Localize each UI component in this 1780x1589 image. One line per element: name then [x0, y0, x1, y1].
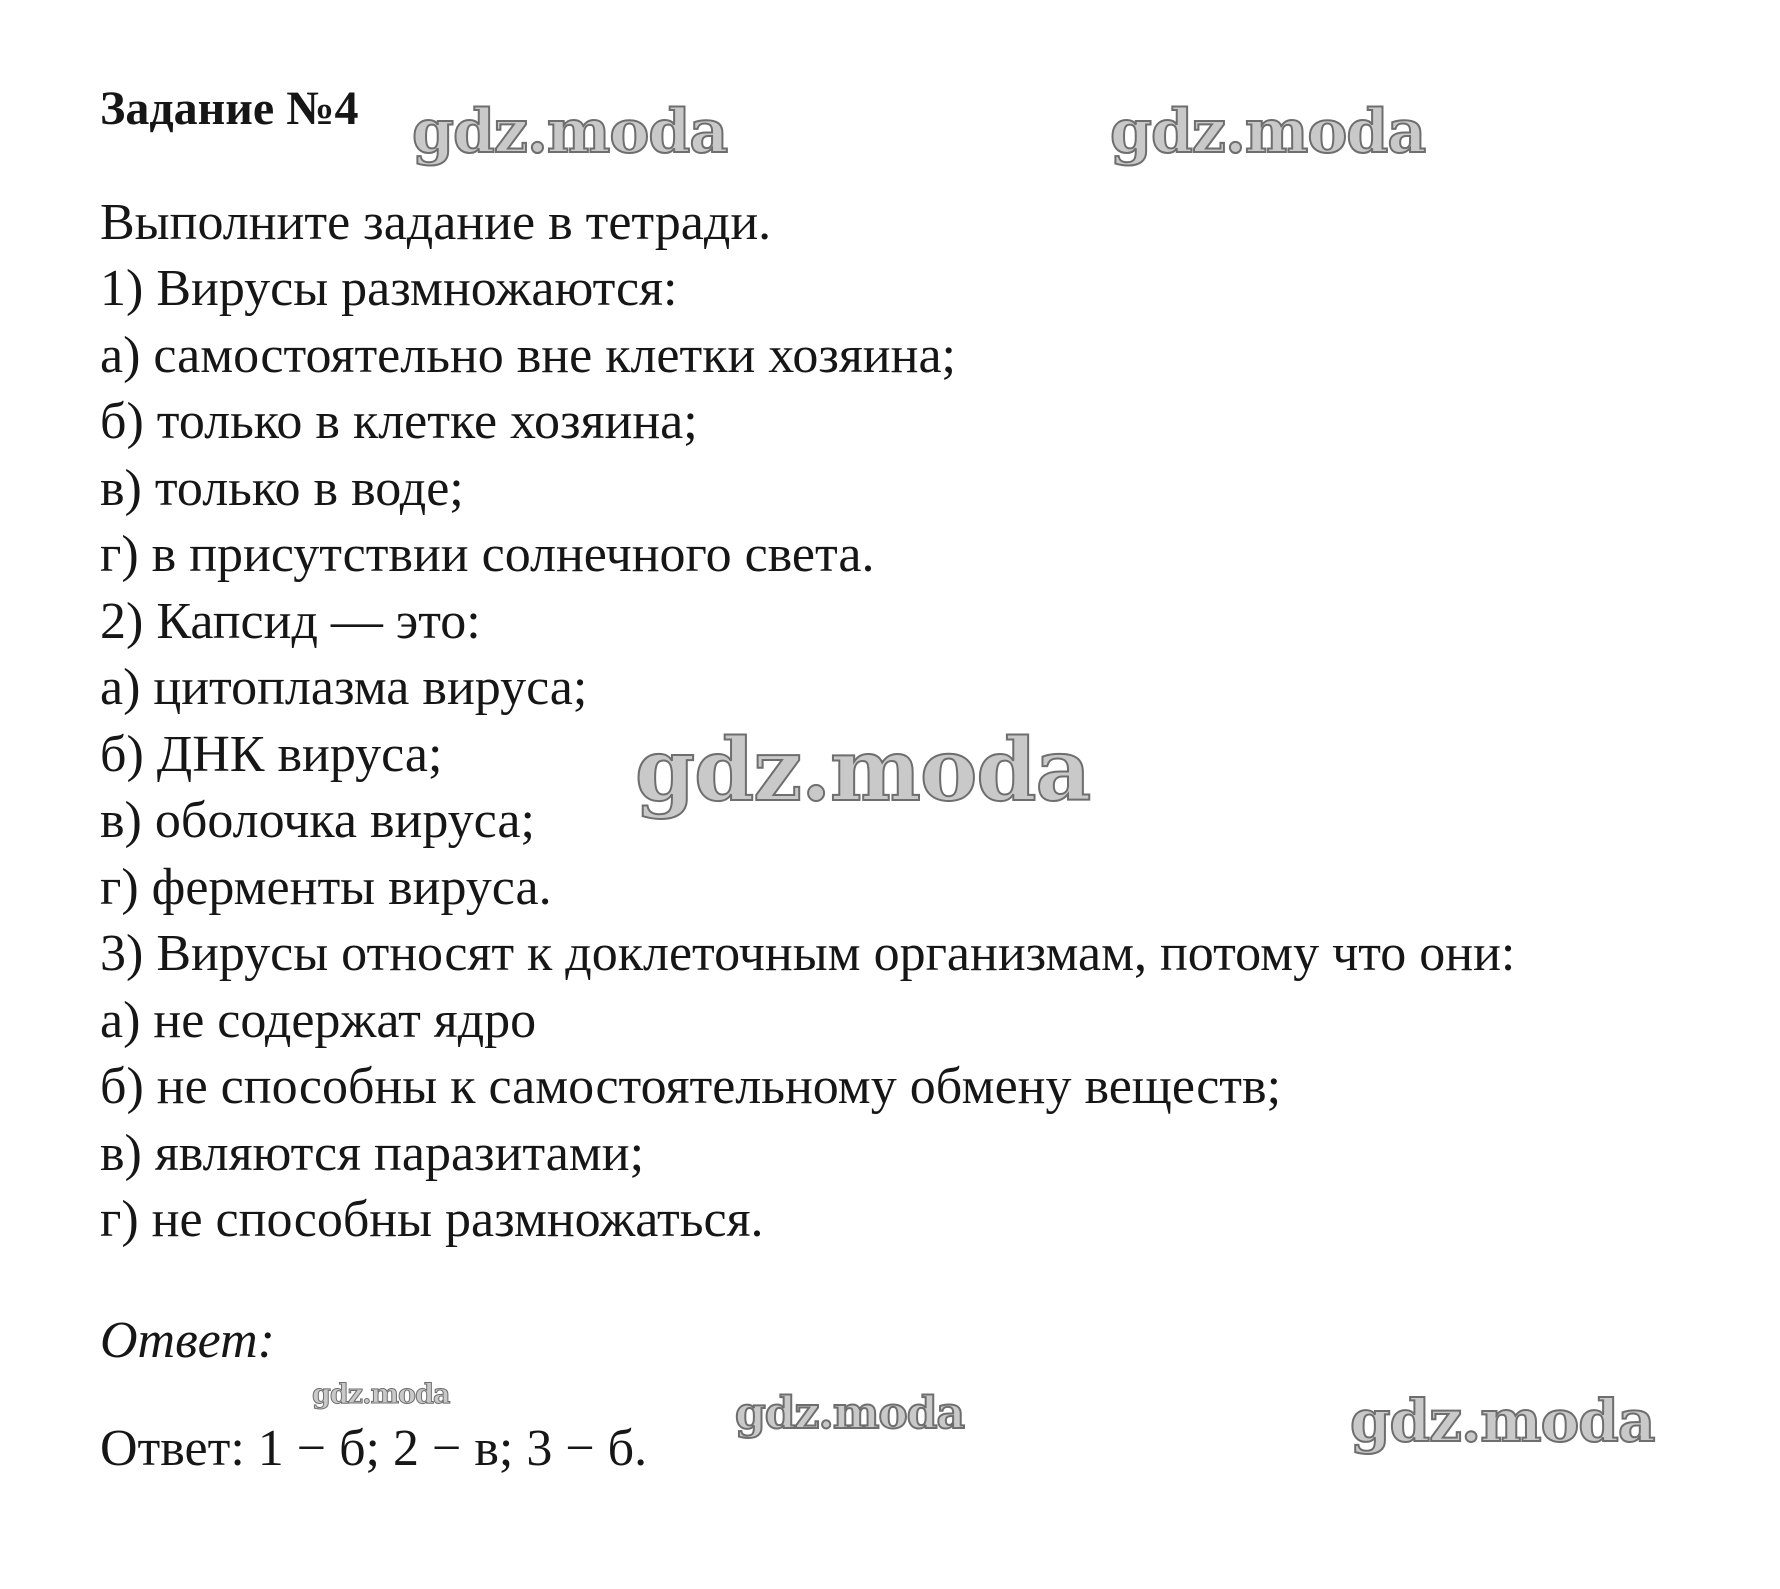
watermark: gdz.moda [635, 720, 1091, 821]
question-3-option-a: а) не содержат ядро [100, 992, 537, 1049]
question-2-option-c: в) оболочка вируса; [100, 792, 535, 849]
watermark: gdz.moda [735, 1388, 965, 1439]
question-1-option-d: г) в присутствии солнечного света. [100, 526, 875, 583]
answer-heading: Ответ: [100, 1312, 275, 1369]
question-3-option-c: в) являются паразитами; [100, 1125, 645, 1182]
watermark: gdz.moda [1350, 1387, 1655, 1455]
question-3-option-b: б) не способны к самостоятельному обмену веществ; [100, 1058, 1282, 1115]
question-2-option-d: г) ферменты вируса. [100, 859, 552, 916]
watermark: gdz.moda [412, 97, 728, 167]
question-1-option-a: а) самостоятельно вне клетки хозяина; [100, 327, 956, 384]
question-3-option-d: г) не способны размножаться. [100, 1191, 764, 1248]
question-3: 3) Вирусы относят к доклеточным организмам, потому что они: [100, 925, 1516, 982]
answer-text: Ответ: 1 − б; 2 − в; 3 − б. [100, 1420, 648, 1477]
question-1-option-b: б) только в клетке хозяина; [100, 393, 698, 450]
question-2: 2) Капсид — это: [100, 593, 481, 650]
watermark: gdz.moda [312, 1379, 450, 1410]
task-title: Задание №4 [100, 82, 359, 135]
instruction-line: Выполните задание в тетради. [100, 194, 772, 251]
question-1-option-c: в) только в воде; [100, 460, 464, 517]
question-2-option-a: а) цитоплазма вируса; [100, 659, 588, 716]
question-2-option-b: б) ДНК вируса; [100, 726, 443, 783]
question-1: 1) Вирусы размножаются: [100, 260, 678, 317]
watermark: gdz.moda [1110, 97, 1426, 167]
